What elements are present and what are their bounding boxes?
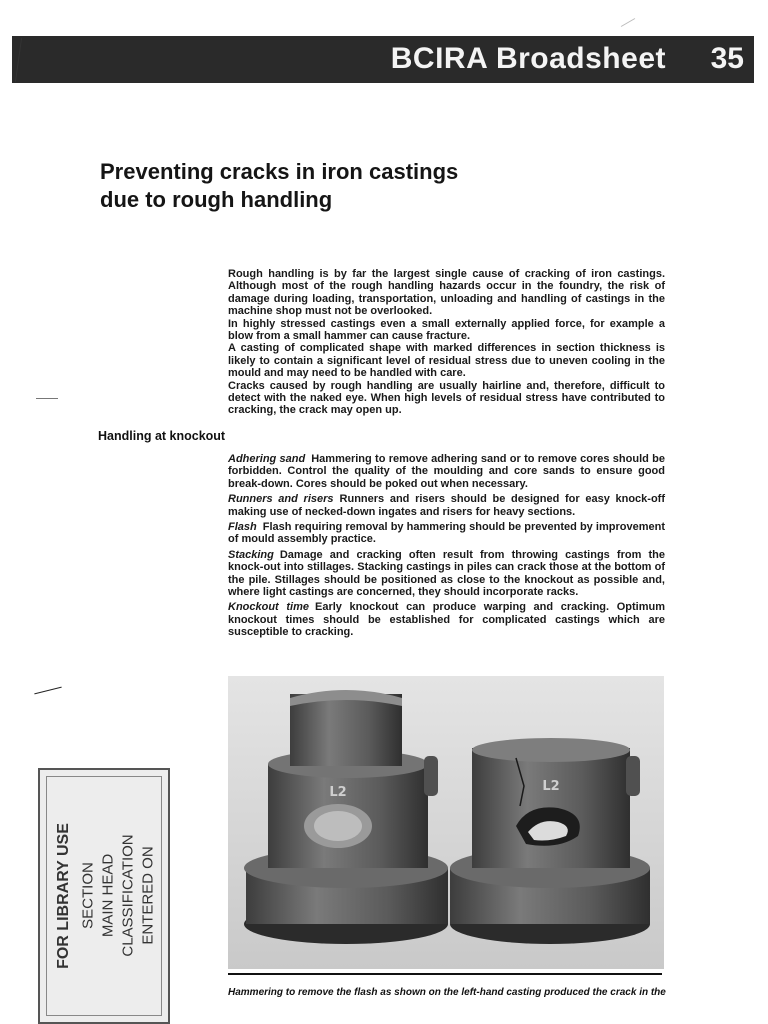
item-text: Flash requiring removal by hammering should be prevented by improvement of mould assembly practice. — [228, 521, 665, 546]
library-stamp — [38, 768, 170, 1024]
right-casting — [450, 738, 650, 944]
knockout-item — [228, 521, 665, 546]
caption-rule — [228, 973, 662, 975]
item-text: Runners and risers should be designed for easy knock-off making use of necked-down ingates and risers for heavy sections. — [228, 493, 665, 518]
stamp-line: CLASSIFICATION — [119, 834, 137, 957]
item-lead: Runners and risers — [228, 493, 334, 506]
page-title — [100, 158, 600, 214]
item-lead: Stacking — [228, 548, 274, 561]
castings-photo — [228, 676, 664, 969]
intro-paragraph: Cracks caused by rough handling are usually hairline and, therefore, difficult to detect with the naked eye. When high levels of residual stress have contributed to cracking, the crack may open up. — [228, 379, 665, 417]
title-line-1: Preventing cracks in iron castings — [100, 159, 459, 184]
broadsheet-header-bar — [12, 36, 754, 83]
margin-pen-mark — [34, 687, 61, 695]
knockout-item — [228, 601, 665, 638]
intro-paragraph: Rough handling is by far the largest single cause of cracking of iron castings. Although most of the rough handling hazards occur in the foundry, the risk of damage during loading, transportation, unloading and handling of castings in the machine shop must not be overlooked. — [228, 268, 665, 318]
intro-paragraph: A casting of complicated shape with marked differences in section thickness is likely to contain a significant level of residual stress due to uneven cooling in the mould and may need to be handled with care. — [228, 342, 665, 380]
right-casting-mark: L2 — [542, 779, 560, 794]
intro-paragraph: In highly stressed castings even a small externally applied force, for example a blow from a small hammer can cause fracture. — [228, 317, 665, 343]
stamp-line: SECTION — [79, 862, 97, 929]
broadsheet-brand: BCIRA Broadsheet — [390, 42, 666, 75]
stamp-line: ENTERED ON — [139, 846, 157, 945]
intro-text — [228, 268, 665, 417]
item-lead: Knockout time — [228, 601, 309, 614]
knockout-item — [228, 549, 665, 599]
knockout-section-text — [228, 453, 665, 642]
margin-pen-mark — [36, 398, 58, 399]
item-text: Early knockout can produce warping and cracking. Optimum knockout times should be established for complicated castings which are susceptible to cracking. — [228, 601, 665, 639]
left-casting-mark: L2 — [329, 785, 347, 800]
knockout-item — [228, 493, 665, 518]
item-lead: Flash — [228, 521, 257, 534]
item-lead: Adhering sand — [228, 453, 306, 465]
margin-pen-mark — [621, 18, 635, 27]
item-text: Hammering to remove adhering sand or to remove cores should be forbidden. Control the quality of the moulding and core sands to ensure good break-down. Cores should be poked out when necessary. — [228, 453, 665, 490]
knockout-item — [228, 453, 665, 490]
figure-caption: Hammering to remove the flash as shown on the left-hand casting produced the crack in the — [228, 987, 666, 998]
stamp-line: MAIN HEAD — [99, 853, 117, 938]
stamp-line: FOR LIBRARY USE — [55, 823, 72, 969]
broadsheet-number: 35 — [710, 42, 744, 75]
title-line-2: due to rough handling — [100, 187, 333, 212]
item-text: Damage and cracking often result from throwing castings from the knock-out into stillages. Stacking castings in piles can crack those at the bottom of the pile. Stillages should be positioned as close to the knockout as possible and, where light castings are concerned, they should incorporate racks. — [228, 548, 665, 599]
section-heading: Handling at knockout — [98, 429, 226, 443]
